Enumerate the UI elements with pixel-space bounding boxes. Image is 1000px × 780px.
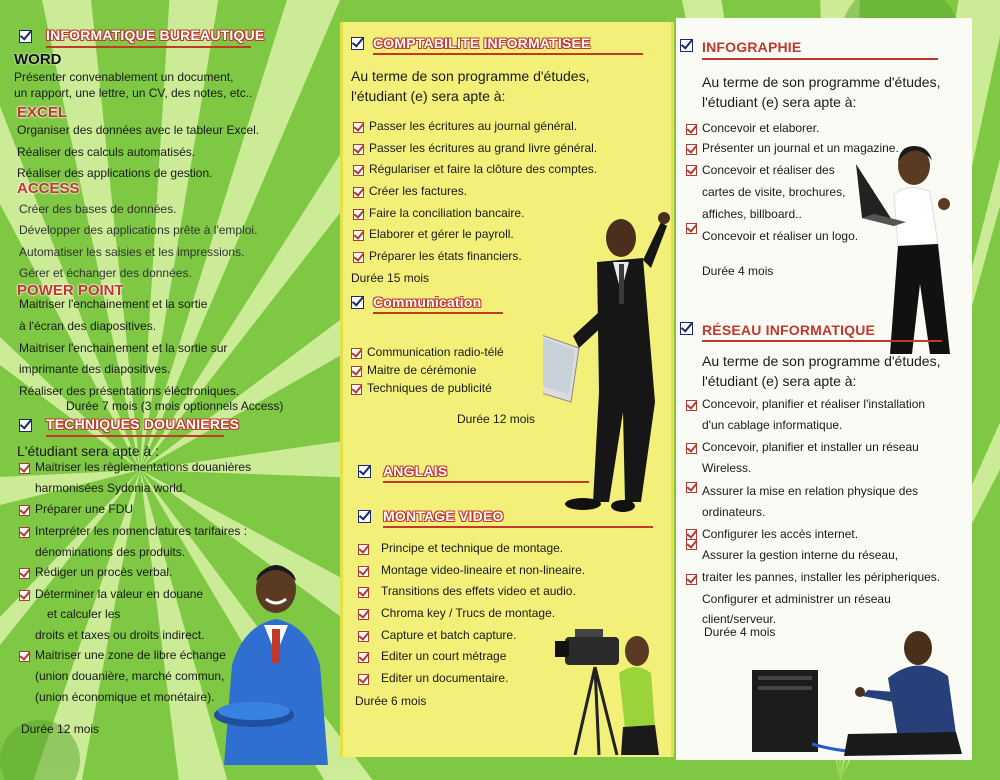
check-icon	[686, 165, 697, 176]
check-icon	[358, 566, 369, 577]
infographie-line-4: cartes de visite, brochures,	[702, 185, 846, 199]
section-title-communication: Communication	[373, 294, 482, 310]
powerpoint-heading: POWER POINT	[17, 282, 124, 299]
section-title-reseau: RÉSEAU INFORMATIQUE	[702, 322, 876, 338]
check-icon	[19, 527, 30, 538]
douane-line-10: Maitriser une zone de libre échange	[35, 648, 226, 662]
reseau-intro-1: Au terme de son programme d'études,	[702, 353, 941, 369]
reseau-line-7: Configurer les accès internet.	[702, 527, 859, 541]
douane-line-1: Maitriser les règlementations douanières	[35, 460, 252, 474]
douane-intro: L'étudiant sera apte à :	[17, 443, 159, 459]
montage-item-3: Transitions des effets video et audio.	[381, 584, 576, 598]
reseau-line-5: Assurer la mise en relation physique des	[702, 484, 919, 498]
access-line-4: Gérer et échanger des données.	[19, 266, 192, 280]
section-title-anglais: ANGLAIS	[383, 463, 448, 479]
reseau-line-2: d'un cablage informatique.	[702, 418, 843, 432]
check-icon	[19, 505, 30, 516]
excel-line-1: Organiser des données avec le tableur Excel.	[17, 123, 260, 137]
comptabilite-item-5: Faire la conciliation bancaire.	[369, 206, 525, 220]
check-icon	[686, 482, 697, 493]
reseau-line-4: Wireless.	[702, 461, 752, 475]
infographie-line-2: Présenter un journal et un magazine.	[702, 141, 899, 155]
check-icon	[358, 631, 369, 642]
douane-line-5: dénominations des produits.	[35, 545, 186, 559]
technician-computer-photo	[748, 614, 972, 760]
reseau-duration: Durée 4 mois	[704, 625, 776, 639]
infographie-line-5: affiches, billboard..	[702, 207, 802, 221]
comptabilite-item-1: Passer les écritures au journal général.	[369, 119, 578, 133]
douane-line-12: (union économique et monétaire).	[35, 690, 215, 704]
check-icon	[353, 209, 364, 220]
reseau-line-10: Configurer et administrer un réseau	[702, 592, 891, 606]
check-icon	[351, 348, 362, 359]
woman-video-camera-photo	[555, 607, 671, 755]
douane-line-2: harmonisées Sydonia world.	[35, 481, 186, 495]
infographie-line-6: Concevoir et réaliser un logo.	[702, 229, 859, 243]
powerpoint-line-1: Maitriser l'enchainement et la sortie	[19, 297, 208, 311]
checkbox-icon	[680, 322, 693, 335]
powerpoint-line-5: Réaliser des présentations éléctroniques.	[19, 384, 240, 398]
word-line-2: un rapport, une lettre, un CV, des notes, etc..	[14, 86, 253, 100]
check-icon	[353, 122, 364, 133]
reseau-line-9: traiter les pannes, installer les péripheriques.	[702, 570, 941, 584]
douane-line-3: Préparer une FDU	[35, 502, 134, 516]
comptabilite-intro-2: l'étudiant (e) sera apte à:	[351, 88, 506, 104]
check-icon	[353, 252, 364, 263]
checkbox-icon	[351, 37, 364, 50]
infographie-intro-1: Au terme de son programme d'études,	[702, 74, 941, 90]
checkbox-icon	[19, 30, 32, 43]
check-icon	[686, 539, 697, 550]
comptabilite-intro-1: Au terme de son programme d'études,	[351, 68, 590, 84]
communication-item-3: Techniques de publicité	[367, 381, 492, 395]
checkbox-icon	[680, 39, 693, 52]
reseau-line-11: client/serveur.	[702, 612, 777, 626]
title-underline	[46, 435, 224, 437]
word-line-1: Présenter convenablement un document,	[14, 70, 234, 84]
checkbox-icon	[19, 419, 32, 432]
communication-item-2: Maitre de cérémonie	[367, 363, 477, 377]
check-icon	[358, 674, 369, 685]
comptabilite-item-6: Elaborer et gérer le payroll.	[369, 227, 514, 241]
woman-laptop-photo	[854, 134, 966, 354]
montage-item-4: Chroma key / Trucs de montage.	[381, 606, 556, 620]
douane-line-9: droits et taxes ou droits indirect.	[35, 628, 205, 642]
title-underline	[46, 46, 251, 48]
check-icon	[353, 165, 364, 176]
powerpoint-line-2: à l'écran des diapositives.	[19, 319, 157, 333]
checkbox-icon	[351, 296, 364, 309]
check-icon	[686, 574, 697, 585]
douane-line-7: Déterminer la valeur en douane	[35, 587, 204, 601]
check-icon	[353, 230, 364, 241]
communication-duration: Durée 12 mois	[457, 412, 536, 426]
check-icon	[351, 366, 362, 377]
check-icon	[351, 384, 362, 395]
check-icon	[358, 609, 369, 620]
access-line-2: Développer des applications prête à l'emploi.	[19, 223, 258, 237]
title-underline	[373, 312, 503, 314]
checkbox-icon	[358, 465, 371, 478]
excel-line-2: Réaliser des calculs automatisés.	[17, 145, 196, 159]
check-icon	[686, 124, 697, 135]
comptabilite-item-7: Préparer les états financiers.	[369, 249, 522, 263]
graduate-student-photo	[214, 555, 338, 765]
access-line-3: Automatiser les saisies et les impressions.	[19, 245, 245, 259]
reseau-line-8: Assurer la gestion interne du réseau,	[702, 548, 899, 562]
montage-duration: Durée 6 mois	[355, 694, 427, 708]
comptabilite-item-4: Créer les factures.	[369, 184, 468, 198]
comptabilite-item-2: Passer les écritures au grand livre général.	[369, 141, 598, 155]
section-title-techniques-douanieres: TECHNIQUES DOUANIERES	[46, 416, 240, 432]
montage-item-1: Principe et technique de montage.	[381, 541, 564, 555]
businessman-laptop-photo	[543, 202, 671, 512]
check-icon	[686, 223, 697, 234]
reseau-line-6: ordinateurs.	[702, 505, 766, 519]
douane-line-6: Rédiger un procès verbal.	[35, 565, 173, 579]
check-icon	[686, 144, 697, 155]
montage-item-6: Editer un court métrage	[381, 649, 507, 663]
excel-heading: EXCEL	[17, 104, 68, 121]
title-underline	[373, 53, 643, 55]
column-2	[340, 22, 674, 757]
check-icon	[19, 590, 30, 601]
douane-line-8: et calculer les	[47, 607, 121, 621]
section-title-informatique-bureautique: INFORMATIQUE BUREAUTIQUE	[46, 27, 265, 43]
checkbox-icon	[358, 510, 371, 523]
powerpoint-line-4: imprimante des diapositives.	[19, 362, 171, 376]
comptabilite-item-3: Régulariser et faire la clôture des comptes.	[369, 162, 598, 176]
check-icon	[353, 144, 364, 155]
check-icon	[19, 651, 30, 662]
word-heading: WORD	[14, 51, 62, 68]
excel-line-3: Réaliser des applications de gestion.	[17, 166, 213, 180]
check-icon	[358, 544, 369, 555]
infographie-line-3: Concevoir et réaliser des	[702, 163, 835, 177]
check-icon	[353, 187, 364, 198]
douane-line-4: Interpréter les nomenclatures tarifaires :	[35, 524, 248, 538]
column-1	[0, 0, 338, 780]
check-icon	[686, 400, 697, 411]
montage-item-5: Capture et batch capture.	[381, 628, 517, 642]
title-underline	[702, 58, 938, 60]
check-icon	[358, 587, 369, 598]
infographie-intro-2: l'étudiant (e) sera apte à:	[702, 94, 857, 110]
column-3	[676, 18, 972, 760]
douane-line-11: (union douanière, marché commun,	[35, 669, 225, 683]
communication-item-1: Communication radio-télé	[367, 345, 504, 359]
section-title-montage-video: MONTAGE VIDEO	[383, 508, 504, 524]
reseau-line-1: Concevoir, planifier et réaliser l'installation	[702, 397, 926, 411]
check-icon	[19, 568, 30, 579]
powerpoint-line-3: Maitriser l'enchainement et la sortie sur	[19, 341, 228, 355]
montage-item-2: Montage video-lineaire et non-lineaire.	[381, 563, 586, 577]
comptabilite-duration: Durée 15 mois	[351, 271, 430, 285]
title-underline	[383, 526, 653, 528]
infographie-line-1: Concevoir et elaborer.	[702, 121, 820, 135]
section-title-infographie: INFOGRAPHIE	[702, 39, 802, 55]
check-icon	[358, 652, 369, 663]
reseau-intro-2: l'étudiant (e) sera apte à:	[702, 373, 857, 389]
montage-item-7: Editer un documentaire.	[381, 671, 509, 685]
check-icon	[686, 443, 697, 454]
infographie-duration: Durée 4 mois	[702, 264, 774, 278]
reseau-line-3: Concevoir, planifier et installer un réseau	[702, 440, 919, 454]
access-line-1: Créer des bases de données.	[19, 202, 177, 216]
douane-duration: Durée 12 mois	[21, 722, 100, 736]
check-icon	[19, 463, 30, 474]
informatique-duration: Durée 7 mois (3 mois optionnels Access)	[66, 399, 284, 413]
access-heading: ACCESS	[17, 180, 80, 197]
title-underline	[702, 340, 942, 342]
section-title-comptabilite: COMPTABILITE INFORMATISEE	[373, 35, 591, 51]
